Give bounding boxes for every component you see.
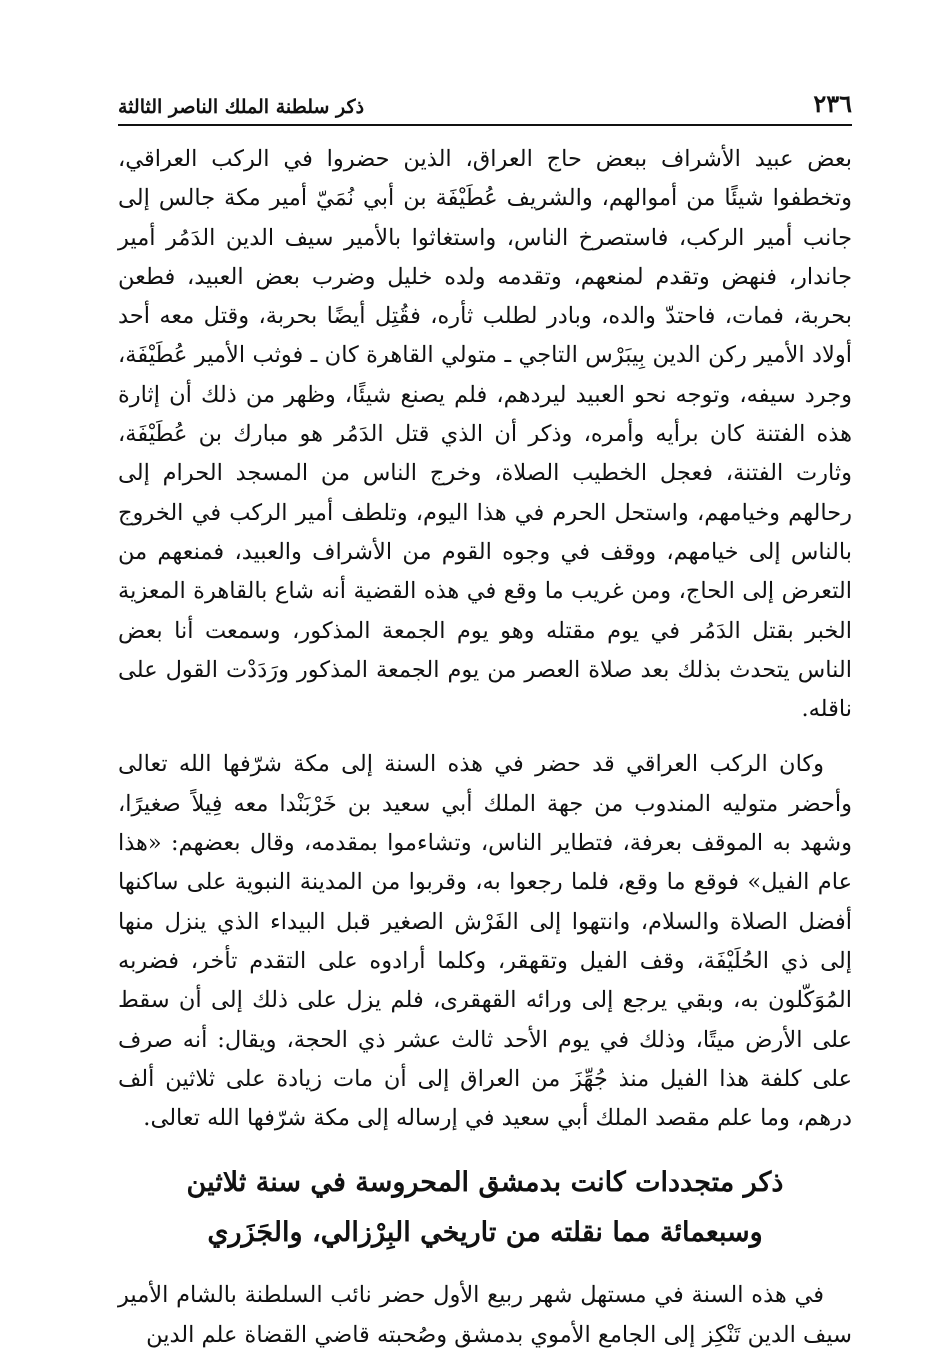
running-header [118,88,852,126]
section-heading-line-2: وسبعمائة مما نقلته من تاريخي البِرْزالي، والجَزَري [207,1217,763,1249]
section-heading-line-1: ذكر متجددات كانت بدمشق المحروسة في سنة ثلاثين [186,1167,784,1199]
section-heading [118,1158,852,1258]
paragraph-3: في هذه السنة في مستهل شهر ربيع الأول حضر نائب السلطنة بالشام الأمير سيف الدين تَنْكِز إلى الجامع الأموي بدمشق وصُحبته قاضي القضاة علم الدين [118,1282,852,1348]
page-number: ٢٣٦ [813,89,852,118]
page-body [118,140,852,1355]
paragraph-1: بعض عبيد الأشراف ببعض حاج العراق، الذين حضروا في الركب العراقي، وتخطفوا شيئًا من أموالهم، والشريف عُطَيْفَة بن أبي نُمَيّ أمير مكة جالس إلى جانب أمير الركب، فاستصرخ الناس، واستغاثوا بالأمير سيف الدين الدَمُر أمير جاندار، فنهض وتقدم لمنعهم، وتقدمه ولده خليل وضرب بعض العبيد، فطعن بحربة، فمات، فاحتدّ والده، وبادر لطلب ثأره، فقُتِل أيضًا بحربة، وقتل معه أحد أولاد الأمير ركن الدين بِيبَرْس التاجي ـ متولي القاهرة كان ـ فوثب الأمير عُطَيْفَة، وجرد سيفه، وتوجه نحو العبيد ليردهم، فلم يصنع شيئًا، وظهر من ذلك أن إثارة هذه الفتنة كان برأيه وأمره، وذكر أن الذي قتل الدَمُر هو مبارك بن عُطَيْفَة، وثارت الفتنة، فعجل الخطيب الصلاة، وخرج الناس من المسجد الحرام إلى رحالهم وخيامهم، واستحل الحرم في هذا اليوم، وتلطف أمير الركب في الخروج بالناس إلى خيامهم، ووقف في وجوه القوم من الأشراف والعبيد، فمنعهم من التعرض إلى الحاج، ومن غريب ما وقع في هذه القضية أنه شاع بالقاهرة المعزية الخبر بقتل الدَمُر في يوم مقتله وهو يوم الجمعة المذكور، وسمعت أنا بعض الناس يتحدث بذلك بعد صلاة العصر من يوم الجمعة المذكور ورَدَدْت القول على ناقله. [118,146,852,723]
running-title: ذكر سلطنة الملك الناصر الثالثة [118,96,365,118]
paragraph-2: وكان الركب العراقي قد حضر في هذه السنة إلى مكة شرّفها الله تعالى وأحضر متوليه المندوب من جهة الملك أبي سعيد بن خَرْبَنْدا معه فِيلاً صغيرًا، وشهد به الموقف بعرفة، فتطاير الناس، وتشاءموا بمقدمه، وقال بعضهم: «هذا عام الفيل» فوقع ما وقع، فلما رجعوا به، وقربوا من المدينة النبوية على ساكنها أفضل الصلاة والسلام، وانتهوا إلى الفَرْش الصغير قبل البيداء الذي ينزل منها إلى ذي الحُلَيْفَة، وقف الفيل وتقهقر، وكلما أرادوه على التقدم تأخر، فضربه المُوَكّلون به، وبقي يرجع إلى ورائه القهقرى، فلم يزل على ذلك إلى أن سقط على الأرض ميتًا، وذلك في يوم الأحد ثالث عشر ذي الحجة، ويقال: أنه صرف على كلفة هذا الفيل منذ جُهِّزَ من العراق إلى أن مات زيادة على ثلاثين ألف درهم، وما علم مقصد الملك أبي سعيد في إرساله إلى مكة شرّفها الله تعالى. [118,751,852,1132]
